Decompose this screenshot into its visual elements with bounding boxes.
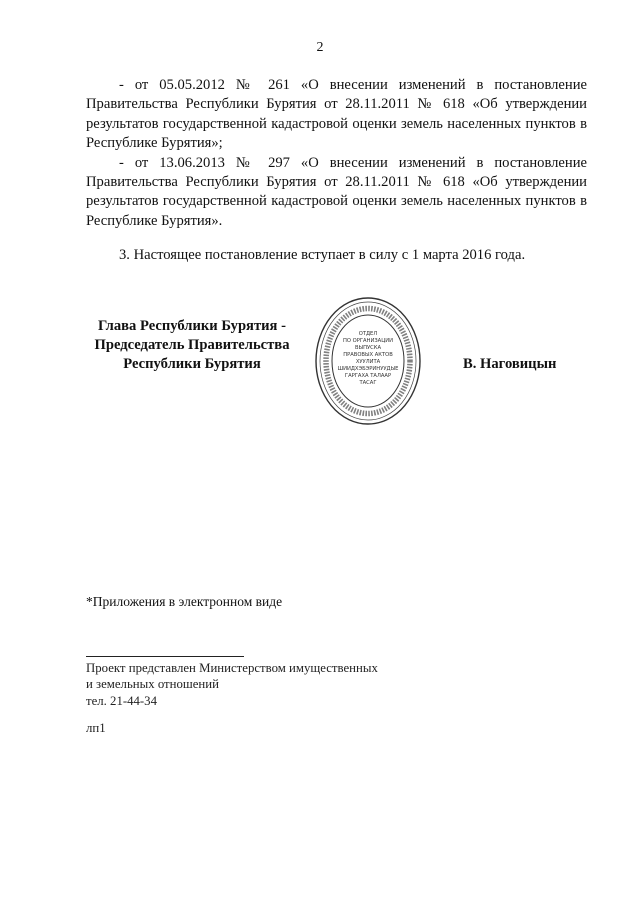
effective-date-clause: 3. Настоящее постановление вступает в силу с 1 марта 2016 года.	[119, 247, 526, 264]
footer-line: и земельных отношений	[86, 677, 219, 692]
document-body	[86, 76, 587, 266]
seal-text-line: ВЫПУСКА	[354, 345, 382, 351]
executor-initials: лп1	[86, 721, 106, 735]
attachment-note: *Приложения в электронном виде	[86, 594, 283, 609]
seal-text-line: ТАСАГ	[359, 380, 377, 386]
seal-text-line: ПО ОРГАНИЗАЦИИ	[342, 338, 394, 344]
seal-text-line: ПРАВОВЫХ АКТОВ	[343, 352, 393, 358]
page-number: 2	[316, 40, 324, 55]
seal-text-line: ХУУЛИТА	[355, 359, 381, 365]
footer-info	[86, 660, 378, 709]
seal-text-line: ОТДЕЛ	[358, 331, 378, 337]
official-seal	[313, 295, 423, 427]
footer-line: тел. 21-44-34	[86, 693, 157, 708]
seal-text-line: ШИИДХЭБЭРИНУУДЫЕ	[337, 366, 399, 372]
footer-line: Проект представлен Министерством имущественных	[86, 661, 378, 675]
signatory-title-line: Глава Республики Бурятия -	[98, 318, 286, 334]
signatory-name: В. Наговицын	[463, 356, 557, 372]
signatory-title-line: Республики Бурятия	[123, 356, 261, 372]
seal-text-line: ГАРГАХА ТАЛААР	[344, 373, 392, 379]
repealed-act-item: - от 13.06.2013 № 297 «О внесении изменений в постановление Правительства Республики Бурятия от 28.11.2011 № 618 «Об утверждении результатов государственной кадастровой оценки земель населенных пунктов в Республике Бурятия».	[86, 154, 587, 229]
footer-divider	[86, 656, 244, 657]
signatory-title	[86, 317, 298, 374]
signatory-title-line: Председатель Правительства	[94, 337, 290, 353]
repealed-act-item: - от 05.05.2012 № 261 «О внесении изменений в постановление Правительства Республики Бурятия от 28.11.2011 № 618 «Об утверждении результатов государственной кадастровой оценки земель населенных пунктов в Республике Бурятия»;	[86, 77, 587, 152]
